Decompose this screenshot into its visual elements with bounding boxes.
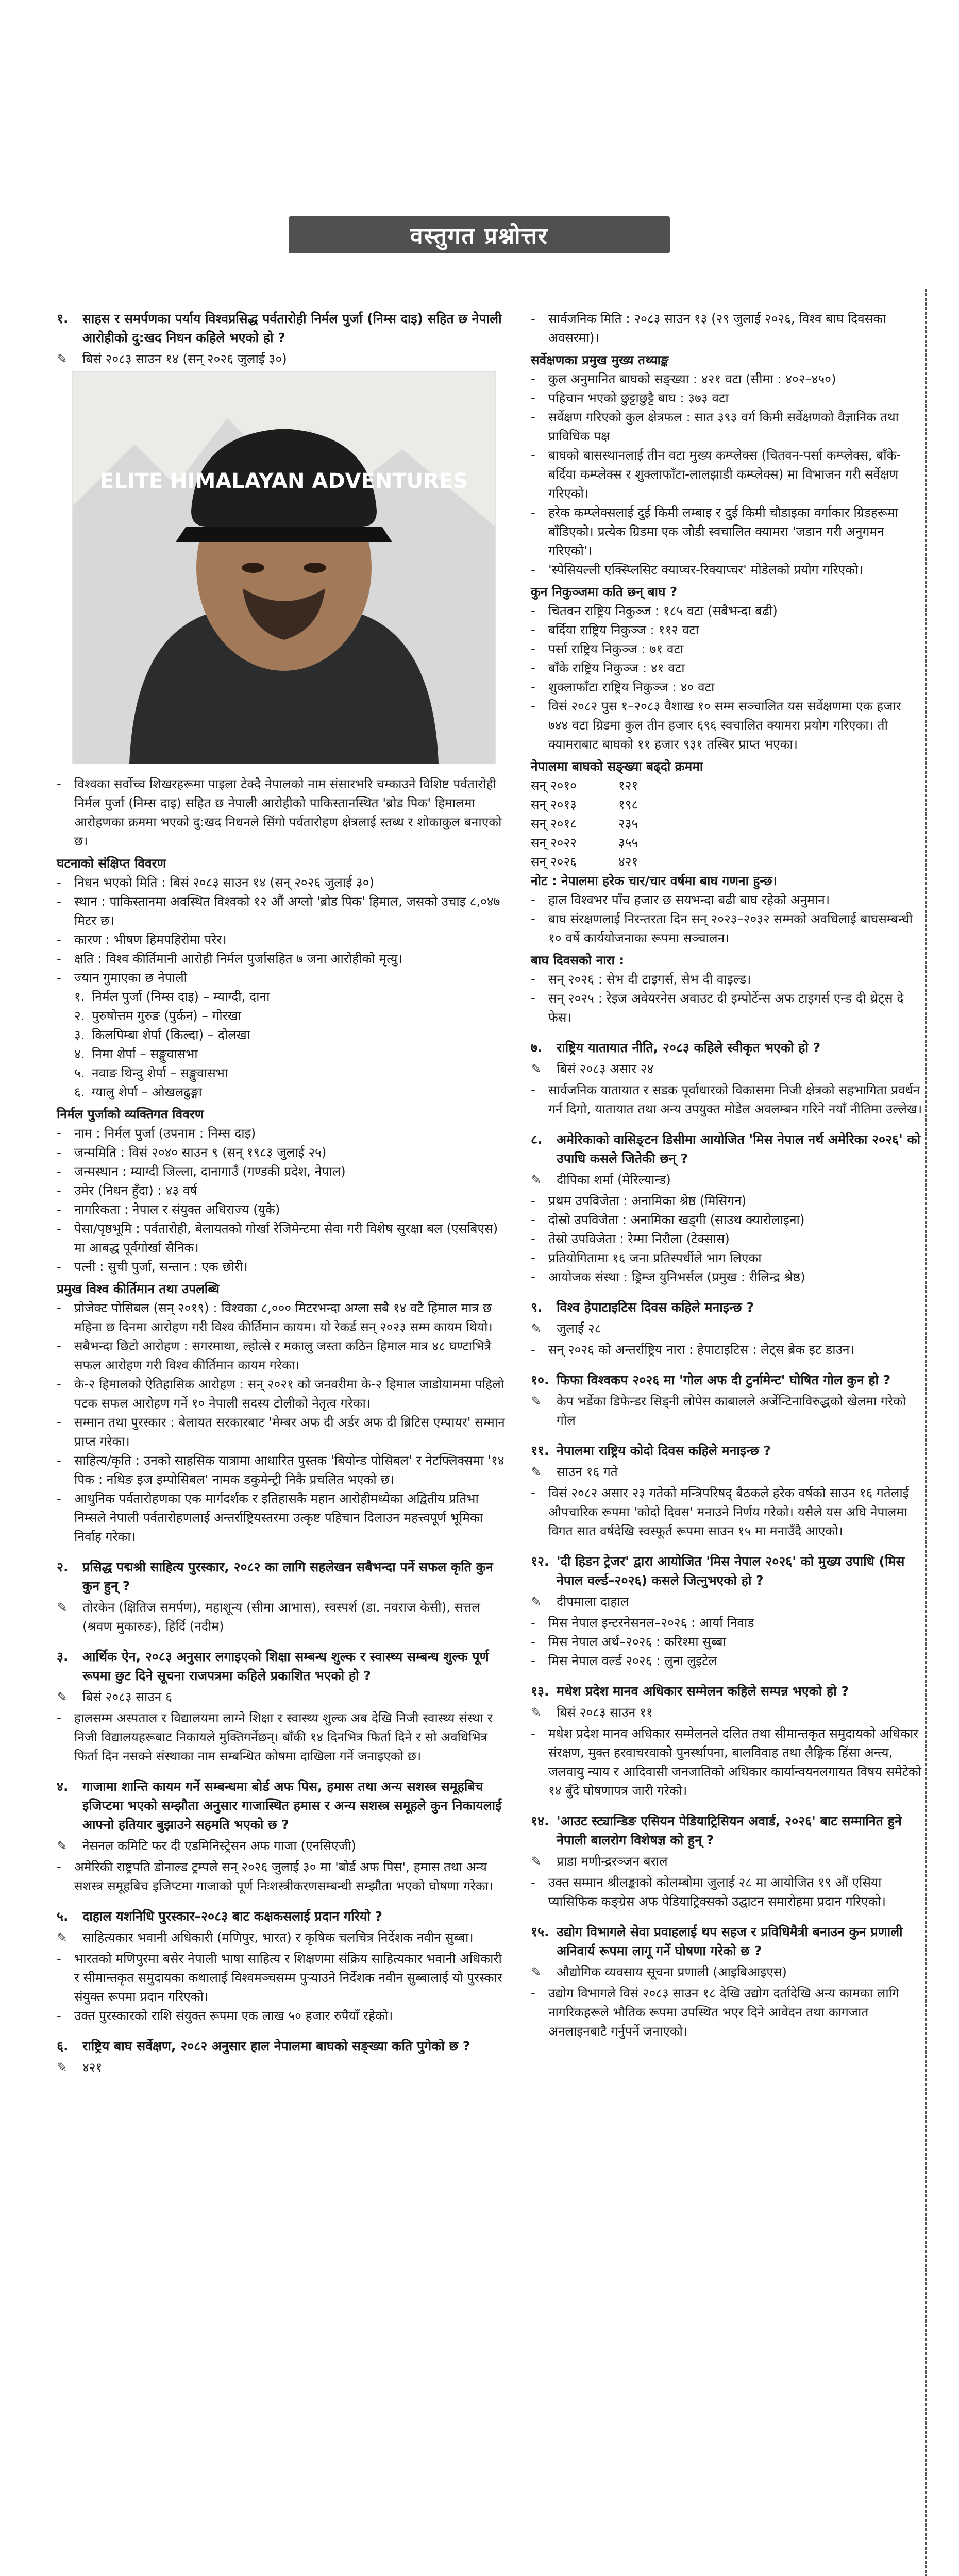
list-item: - विसं २०८२ पुस १–२०८३ वैशाख १० सम्म सञ्चालित यस सर्वेक्षणमा एक हजार ७४४ वटा ग्रिडमा कुल तीन हजार ६९६ स्वचालित क्यामरा प्रयोग गरिएका। ती क्यामराबाट बाघको ११ हजार ९३१ तस्बिर प्राप्त भएका। xyxy=(531,697,922,754)
list-item: - सर्वेक्षण गरिएको कुल क्षेत्रफल : सात ३९३ वर्ग किमी सर्वेक्षणको वैज्ञानिक तथा प्राविधिक पक्ष xyxy=(531,408,922,446)
answer-pointer-icon: ✎ xyxy=(531,1854,542,1869)
list-item: - आयोजक संस्था : ड्रिम्ज युनिभर्सल (प्रमुख : रीलिन्द्र श्रेष्ठ) xyxy=(531,1267,922,1286)
question-text: फिफा विश्वकप २०२६ मा 'गोल अफ दी टुर्नामेन्ट' घोषित गोल कुन हो ? xyxy=(557,1372,891,1387)
section-title: वस्तुगत प्रश्नोत्तर xyxy=(410,223,548,249)
list-item: - क्षति : विश्व कीर्तिमानी आरोही निर्मल पुर्जासहित ७ जना आरोहीको मृत्यु। xyxy=(57,949,510,968)
question-13 xyxy=(531,1682,922,1800)
answer-pointer-icon: ✎ xyxy=(531,1964,542,1979)
list-item: - हरेक कम्प्लेक्सलाई दुई किमी लम्बाइ र दुई किमी चौडाइका वर्गाकार ग्रिडहरूमा बाँडिएको। प्रत्येक ग्रिडमा एक जोडी स्वचालित क्यामरा 'जडान गरी अनुगमन गरिएको'। xyxy=(531,503,922,560)
list-item: - सन् २०२५ : रेइज अवेयरनेस अवाउट दी इम्पोर्टेन्स अफ टाइगर्स एन्ड दी थ्रेट्स दे फेस। xyxy=(531,989,922,1027)
list-item: - पत्नी : सुची पुर्जा, सन्तान : एक छोरी। xyxy=(57,1257,510,1276)
table-row: सन् २०१८ २३५ xyxy=(531,816,638,831)
answer-pointer-icon: ✎ xyxy=(57,1600,68,1615)
answer-pointer-icon: ✎ xyxy=(57,1689,68,1704)
portrait-photo xyxy=(72,371,496,764)
list-item: - साहित्य/कृति : उनको साहसिक यात्रामा आधारित पुस्तक 'बियोन्ड पोसिबल' र नेटफ्लिक्समा '१४ पिक : नथिङ इज इम्पोसिबल' नामक डकुमेन्ट्री निकै प्रचलित भएको छ। xyxy=(57,1451,510,1489)
subheading: बाघ दिवसको नारा : xyxy=(531,953,625,968)
tiger-count-table xyxy=(531,776,922,871)
answer-pointer-icon: ✎ xyxy=(531,1705,542,1720)
paragraph: - मधेश प्रदेश मानव अधिकार सम्मेलनले दलित तथा सीमान्तकृत समुदायको अधिकार संरक्षण, मुक्त हरवाचरवाको पुनर्स्थापना, बालविवाह तथा लैङ्गिक हिंसा अन्त्य, जलवायु न्याय र आदिवासी जनजातिको अधिकार कार्यान्वयनलगायत विषय समेटेको १४ बुँदे घोषणापत्र जारी गरेको। xyxy=(531,1724,922,1800)
question-text: साहस र समर्पणका पर्याय विश्वप्रसिद्ध पर्वतारोही निर्मल पुर्जा (निम्स दाइ) सहित छ नेपाली आरोहीको दु:खद निधन कहिले भएको हो ? xyxy=(82,311,502,345)
list-item: - के-२ हिमालको ऐतिहासिक आरोहण : सन् २०२१ को जनवरीमा के-२ हिमाल जाडोयाममा पहिलो पटक सफल आरोहण गर्ने १० नेपाली सदस्य टोलीको नेतृत्व गरेका। xyxy=(57,1375,510,1413)
answer-text: दीपमाला दाहाल xyxy=(557,1594,629,1609)
table-row: सन् २०२६ ४२१ xyxy=(531,854,638,869)
answer-text: ४२१ xyxy=(82,2060,103,2075)
question-number: १. xyxy=(57,311,69,326)
list-item: - पहिचान भएको छुट्टाछुट्टै बाघ : ३७३ वटा xyxy=(531,388,922,408)
list-item: - उद्योग विभागले विसं २०८३ साउन १८ देखि उद्योग दर्तादेखि अन्य कामका लागि नागरिकहरूले भौतिक रूपमा उपस्थित भएर दिने आवेदन तथा कागजात अनलाइनबाटै गर्नुपर्ने जनाएको। xyxy=(531,1984,922,2041)
list-item: - प्रतियोगितामा १६ जना प्रतिस्पर्धीले भाग लिएका xyxy=(531,1248,922,1267)
question-5 xyxy=(57,1907,510,2025)
answer-pointer-icon: ✎ xyxy=(531,1172,542,1187)
question-number: ९. xyxy=(531,1300,543,1315)
question-number: २. xyxy=(57,1560,69,1574)
page-header xyxy=(0,0,959,258)
question-text: नेपालमा राष्ट्रिय कोदो दिवस कहिले मनाइन्छ ? xyxy=(557,1443,771,1458)
list-item: - सम्मान तथा पुरस्कार : बेलायत सरकारबाट 'मेम्बर अफ दी अर्डर अफ दी ब्रिटिस एम्पायर' सम्मान प्राप्त गरेका। xyxy=(57,1413,510,1451)
question-9 xyxy=(531,1298,922,1359)
right-column xyxy=(531,309,922,2052)
question-number: १२. xyxy=(531,1554,549,1569)
question-15 xyxy=(531,1922,922,2041)
list-item: - सन् २०२६ को अन्तर्राष्ट्रिय नारा : हेपाटाइटिस : लेट्स ब्रेक इट डाउन। xyxy=(531,1340,922,1359)
list-item: - बाँके राष्ट्रिय निकुञ्ज : ४१ वटा xyxy=(531,658,922,677)
list-item: - सबैभन्दा छिटो आरोहण : सगरमाथा, ल्होत्से र मकालु जस्ता कठिन हिमाल मात्र ४८ घण्टाभित्रै सफल आरोहण गरी विश्व कीर्तिमान कायम गरेका। xyxy=(57,1336,510,1375)
list-item: - उक्त सम्मान श्रीलङ्काको कोलम्बोमा जुलाई २८ मा आयोजित १९ औं एसिया प्यासिफिक कङ्ग्रेस अफ पेडियाट्रिक्सको उद्घाटन समारोहमा प्रदान गरिएको। xyxy=(531,1873,922,1911)
paragraph: - हालसम्म अस्पताल र विद्यालयमा लाग्ने शिक्षा र स्वास्थ्य शुल्क अब देखि निजी स्वास्थ्य संस्था र निजी विद्यालयहरूबाट निकायले मुक्तिगर्नेछन्। बाँकी १४ दिनभित्र फिर्ता दिने र सो अवधिभित्र फिर्ता दिन नसक्ने संस्थाका नाम सम्बन्धित कोषमा दाखिला गर्ने जनाइएको छ। xyxy=(57,1708,510,1766)
list-item: ६. ग्यालु शेर्पा – ओखलढुङ्गा xyxy=(74,1084,202,1099)
list-item: - मिस नेपाल इन्टरनेसनल–२०२६ : आर्या निवाड xyxy=(531,1613,922,1632)
question-12 xyxy=(531,1552,922,1670)
question-text: प्रसिद्ध पद्मश्री साहित्य पुरस्कार, २०८२ का लागि सहलेखन सबैभन्दा पर्ने सफल कृति कुन कुन हुन् ? xyxy=(82,1560,493,1594)
question-number: ३. xyxy=(57,1649,69,1664)
answer-text: दीपिका शर्मा (मेरिल्यान्ड) xyxy=(557,1172,671,1187)
question-number: ५. xyxy=(57,1909,69,1924)
list-item: - जन्मस्थान : म्याग्दी जिल्ला, दानागाउँ (गण्डकी प्रदेश, नेपाल) xyxy=(57,1162,510,1181)
question-text: गाजामा शान्ति कायम गर्ने सम्बन्धमा बोर्ड अफ पिस, हमास तथा अन्य सशस्त्र समूहबिच इजिप्टमा भएको सम्झौता अनुसार गाजास्थित हमास र अन्य सशस्त्र समूहले कुन निकायलाई आफ्नो हतियार बुझाउने सहमति भएको छ ? xyxy=(82,1779,502,1832)
list-item: - मिस नेपाल वर्ल्ड २०२६ : लुना लुइटेल xyxy=(531,1651,922,1670)
question-7 xyxy=(531,1038,922,1118)
list-item: - बाघको बासस्थानलाई तीन वटा मुख्य कम्प्लेक्स (चितवन-पर्सा कम्प्लेक्स, बाँके-बर्दिया कम्प्लेक्स र शुक्लाफाँटा-लालझाडी कम्प्लेक्स) मा विभाजन गरी सर्वेक्षण गरिएको। xyxy=(531,446,922,503)
subheading: सर्वेक्षणका प्रमुख मुख्य तथ्याङ्क xyxy=(531,352,669,367)
answer-text: जुलाई २८ xyxy=(557,1321,601,1336)
question-text: अमेरिकाको वासिङ्टन डिसीमा आयोजित 'मिस नेपाल नर्थ अमेरिका २०२६' को उपाधि कसले जितेकी छन् ? xyxy=(557,1132,921,1166)
list-item: - बाघ संरक्षणलाई निरन्तरता दिन सन् २०२३–२०३२ सम्मको अवधिलाई बाघसम्बन्धी १० वर्षे कार्ययोजनाका रूपमा सञ्चालन। xyxy=(531,909,922,947)
question-text: उद्योग विभागले सेवा प्रवाहलाई थप सहज र प्रविधिमैत्री बनाउन कुन प्रणाली अनिवार्य रूपमा लागू गर्ने घोषणा गरेको छ ? xyxy=(557,1924,903,1958)
question-8 xyxy=(531,1130,922,1286)
left-column xyxy=(57,309,510,2088)
column-divider xyxy=(925,289,927,2576)
question-number: ८. xyxy=(531,1132,543,1147)
question-text: दाहाल यशनिधि पुरस्कार–२०८३ बाट कक्षकसलाई प्रदान गरियो ? xyxy=(82,1909,383,1924)
list-item: - हाल विश्वभर पाँच हजार छ सयभन्दा बढी बाघ रहेको अनुमान। xyxy=(531,890,922,909)
answer-text: बिसं २०८३ साउन १४ (सन् २०२६ जुलाई ३०) xyxy=(82,351,287,366)
question-text: आर्थिक ऐन, २०८३ अनुसार लगाइएको शिक्षा सम्बन्ध शुल्क र स्वास्थ्य सम्बन्ध शुल्क पूर्ण रूपमा छुट दिने सूचना राजपत्रमा कहिले प्रकाशित भएको हो ? xyxy=(82,1649,489,1683)
subheading: निर्मल पुर्जाको व्यक्तिगत विवरण xyxy=(57,1107,204,1122)
question-4 xyxy=(57,1777,510,1895)
question-1 xyxy=(57,309,510,1546)
answer-text: बिसं २०८३ साउन ११ xyxy=(557,1705,653,1720)
answer-text: केप भर्डेका डिफेन्डर सिड्नी लोपेस काबालले अर्जेन्टिनाविरुद्धको खेलमा गरेको गोल xyxy=(557,1394,906,1428)
list-item: - सन् २०२६ : सेभ दी टाइगर्स, सेभ दी वाइल्ड। xyxy=(531,970,922,989)
question-text: 'आउट स्ट्यान्डिङ एसियन पेडियाट्रिसियन अवार्ड, २०२६' बाट सम्मानित हुने नेपाली बालरोग विशेषज्ञ को हुन् ? xyxy=(557,1814,902,1848)
answer-text: नेसनल कमिटि फर दी एडमिनिस्ट्रेसन अफ गाजा (एनसिएजी) xyxy=(82,1838,356,1853)
answer-text: प्राडा मणीन्द्ररञ्जन बराल xyxy=(557,1854,668,1869)
question-number: १५. xyxy=(531,1924,549,1939)
answer-text: औद्योगिक व्यवसाय सूचना प्रणाली (आइबिआइएस) xyxy=(557,1964,787,1979)
answer-pointer-icon: ✎ xyxy=(531,1394,542,1409)
question-14 xyxy=(531,1811,922,1911)
paragraph: - सार्वजनिक यातायात र सडक पूर्वाधारको विकासमा निजी क्षेत्रको सहभागिता प्रवर्धन गर्न दिगो, यातायात तथा अन्य उपयुक्त मोडेल अवलम्बन गरिने नयाँ नीतिमा उल्लेख। xyxy=(531,1080,922,1118)
question-number: ४. xyxy=(57,1779,69,1794)
paragraph: - अमेरिकी राष्ट्रपति डोनाल्ड ट्रम्पले सन् २०२६ जुलाई ३० मा 'बोर्ड अफ पिस', हमास तथा अन्य सशस्त्र समूहबिच इजिप्टमा गाजाको पूर्ण निःशस्त्रीकरणसम्बन्धी सम्झौता भएको घोषणा गरेका। xyxy=(57,1857,510,1895)
question-3 xyxy=(57,1647,510,1766)
answer-text: साहित्यकार भवानी अधिकारी (मणिपुर, भारत) र कृषिक चलचित्र निर्देशक नवीन सुब्बा। xyxy=(82,1930,474,1945)
list-item: - उमेर (निधन हुँदा) : ४३ वर्ष xyxy=(57,1181,510,1200)
list-item: - ज्यान गुमाएका छ नेपाली xyxy=(57,968,510,987)
question-number: १०. xyxy=(531,1372,549,1387)
answer-pointer-icon: ✎ xyxy=(531,1321,542,1336)
subheading: घटनाको संक्षिप्त विवरण xyxy=(57,856,166,871)
climber-portrait-image xyxy=(73,372,495,764)
question-text: राष्ट्रिय यातायात नीति, २०८३ कहिले स्वीकृत भएको हो ? xyxy=(557,1040,821,1055)
table-row: सन् २०१० १२१ xyxy=(531,778,638,793)
question-number: ७. xyxy=(531,1040,543,1055)
list-item: २. पुरुषोत्तम गुरुङ (पुर्कन) – गोरखा xyxy=(74,1008,242,1023)
list-item: - मिस नेपाल अर्थ–२०२६ : करिश्मा सुब्बा xyxy=(531,1632,922,1651)
list-item: - बर्दिया राष्ट्रिय निकुञ्ज : ११२ वटा xyxy=(531,620,922,639)
section-title-bar xyxy=(289,216,670,253)
table-row: सन् २०२२ ३५५ xyxy=(531,835,638,850)
list-item: - पर्सा राष्ट्रिय निकुञ्ज : ७१ वटा xyxy=(531,639,922,658)
list-item: ५. नवाङ थिन्दु शेर्पा – सङ्खुवासभा xyxy=(74,1065,228,1080)
list-item: - कुल अनुमानित बाघको सङ्ख्या : ४२१ वटा (सीमा : ४०२–४५०) xyxy=(531,369,922,388)
question-2 xyxy=(57,1557,510,1636)
question-number: ६. xyxy=(57,2039,69,2054)
question-10 xyxy=(531,1370,922,1430)
list-item: - प्रथम उपविजेता : अनामिका श्रेष्ठ (मिसिगन) xyxy=(531,1191,922,1210)
list-item: १. निर्मल पुर्जा (निम्स दाइ) – म्याग्दी, दाना xyxy=(74,989,270,1004)
question-number: ११. xyxy=(531,1443,549,1458)
list-item: - नाम : निर्मल पुर्जा (उपनाम : निम्स दाइ) xyxy=(57,1124,510,1143)
answer-pointer-icon: ✎ xyxy=(531,1594,542,1609)
answer-text: तोरकेन (क्षितिज समर्पण), महाशून्य (सीमा आभास), स्वस्पर्श (डा. नवराज केसी), सत्तल (श्रवण मुकारुङ), हिर्दि (नदीम) xyxy=(82,1600,480,1634)
cap-logo-text: ELITE HIMALAYAN ADVENTURES xyxy=(99,469,468,493)
paragraph: - विसं २०८२ असार २३ गतेको मन्त्रिपरिषद् बैठकले हरेक वर्षको साउन १६ गतेलाई औपचारिक रूपमा 'कोदो दिवस' मनाउने निर्णय गरेको। यसैले यस अघि नेपालमा विगत सात वर्षदेखि स्वस्फूर्त रूपमा साउन १५ मा मनाउँदै आएको। xyxy=(531,1483,922,1540)
list-item: - प्रोजेक्ट पोसिबल (सन् २०१९) : विश्वका ८,००० मिटरभन्दा अग्ला सबै १४ वटै हिमाल मात्र छ महिना छ दिनमा आरोहण गरी विश्व कीर्तिमान कायम। यो रेकर्ड सन् २०२३ सम्म कायम थियो। xyxy=(57,1298,510,1336)
question-number: १३. xyxy=(531,1684,549,1699)
list-item: - पेसा/पृष्ठभूमि : पर्वतारोही, बेलायतको गोर्खा रेजिमेन्टमा सेवा गरी विशेष सुरक्षा बल (एसबिएस) मा आबद्ध पूर्वगोर्खा सैनिक। xyxy=(57,1219,510,1257)
list-item: - स्थान : पाकिस्तानमा अवस्थित विश्वको १२ औं अग्लो 'ब्रोड पिक' हिमाल, जसको उचाइ ८,०४७ मिटर छ। xyxy=(57,892,510,930)
subheading: नेपालमा बाघको सङ्ख्या बढ्दो क्रममा xyxy=(531,759,703,774)
answer-pointer-icon: ✎ xyxy=(57,1838,68,1853)
answer-pointer-icon: ✎ xyxy=(57,2060,68,2075)
question-text: राष्ट्रिय बाघ सर्वेक्षण, २०८२ अनुसार हाल नेपालमा बाघको सङ्ख्या कति पुगेको छ ? xyxy=(82,2039,470,2054)
list-item: - शुक्लाफाँटा राष्ट्रिय निकुञ्ज : ४० वटा xyxy=(531,677,922,697)
list-item: ३. किलपिम्बा शेर्पा (किल्दा) – दोलखा xyxy=(74,1027,250,1042)
list-item: - निधन भएको मिति : बिसं २०८३ साउन १४ (सन् २०२६ जुलाई ३०) xyxy=(57,873,510,892)
answer-text: बिसं २०८३ साउन ६ xyxy=(82,1689,172,1704)
list-item: - जन्ममिति : विसं २०४० साउन ९ (सन् १९८३ जुलाई २५) xyxy=(57,1143,510,1162)
answer-pointer-icon: ✎ xyxy=(57,351,68,366)
question-text: मधेश प्रदेश मानव अधिकार सम्मेलन कहिले सम्पन्न भएको हो ? xyxy=(557,1684,849,1699)
answer-pointer-icon: ✎ xyxy=(57,1930,68,1945)
subheading: कुन निकुञ्जमा कति छन् बाघ ? xyxy=(531,584,678,599)
question-text: 'दी हिडन ट्रेजर' द्वारा आयोजित 'मिस नेपाल २०२६' को मुख्य उपाधि (मिस नेपाल वर्ल्ड–२०२६) कसले जित्नुभएको हो ? xyxy=(557,1554,905,1588)
question-11 xyxy=(531,1441,922,1540)
question-text: विश्व हेपाटाइटिस दिवस कहिले मनाइन्छ ? xyxy=(557,1300,754,1315)
paragraph: - उक्त पुरस्कारको राशि संयुक्त रूपमा एक लाख ५० हजार रुपैयाँ रहेको। xyxy=(57,2006,510,2025)
paragraph: - भारतको मणिपुरमा बसेर नेपाली भाषा साहित्य र शिक्षणमा संक्रिय साहित्यकार भवानी अधिकारी र सीमान्तकृत समुदायका कथालाई विश्वमञ्चसम्म पुऱ्याउने निर्देशक नवीन सुब्बालाई यो पुरस्कार संयुक्त रूपमा प्रदान गरिएको। xyxy=(57,1949,510,2006)
paragraph: - विश्वका सर्वोच्च शिखरहरूमा पाइला टेक्दै नेपालको नाम संसारभरि चम्काउने विशिष्ट पर्वतारोही निर्मल पुर्जा (निम्स दाइ) सहित छ नेपाली आरोहीको पाकिस्तानस्थित 'ब्रोड पिक' हिमालमा आरोहणका क्रममा भएको दु:खद निधनले सिंगो पर्वतारोहण क्षेत्रलाई स्तब्ध र शोकाकुल बनाएको छ। xyxy=(57,774,510,851)
answer-text: बिसं २०८३ असार २४ xyxy=(557,1061,654,1076)
list-item: - 'स्पेसियल्ली एक्स्प्लिसिट क्याप्चर-रिक्याप्चर' मोडेलको प्रयोग गरिएको। xyxy=(531,560,922,579)
answer-text: साउन १६ गते xyxy=(557,1464,618,1479)
question-number: १४. xyxy=(531,1814,549,1828)
note: नोट : नेपालमा हरेक चार/चार वर्षमा बाघ गणना हुन्छ। xyxy=(531,873,777,888)
list-item: - नागरिकता : नेपाल र संयुक्त अधिराज्य (युके) xyxy=(57,1200,510,1219)
table-row: सन् २०१३ १९८ xyxy=(531,797,638,812)
list-item: - आधुनिक पर्वतारोहणका एक मार्गदर्शक र इतिहासकै महान आरोहीमध्येका अद्वितीय प्रतिभा निम्सले नेपाली पर्वतारोहणलाई अन्तर्राष्ट्रियस्तरमा उत्कृष्ट पहिचान दिलाउन महत्त्वपूर्ण भूमिका निर्वाह गरेका। xyxy=(57,1489,510,1546)
list-item: - चितवन राष्ट्रिय निकुञ्ज : १८५ वटा (सबैभन्दा बढी) xyxy=(531,601,922,620)
list-item: - दोस्रो उपविजेता : अनामिका खड्गी (साउथ क्यारोलाइना) xyxy=(531,1210,922,1229)
list-item: - कारण : भीषण हिमपहिरोमा परेर। xyxy=(57,930,510,949)
list-item: ४. निमा शेर्पा – सङ्खुवासभा xyxy=(74,1046,198,1061)
list-item: - सार्वजनिक मिति : २०८३ साउन १३ (२९ जुलाई २०२६, विश्व बाघ दिवसका अवसरमा)। xyxy=(531,309,922,347)
answer-pointer-icon: ✎ xyxy=(531,1061,542,1076)
subheading: प्रमुख विश्व कीर्तिमान तथा उपलब्धि xyxy=(57,1281,220,1296)
list-item: - तेस्रो उपविजेता : रेम्मा निरौला (टेक्सास) xyxy=(531,1229,922,1248)
question-6 xyxy=(57,2037,510,2077)
answer-pointer-icon: ✎ xyxy=(531,1464,542,1479)
